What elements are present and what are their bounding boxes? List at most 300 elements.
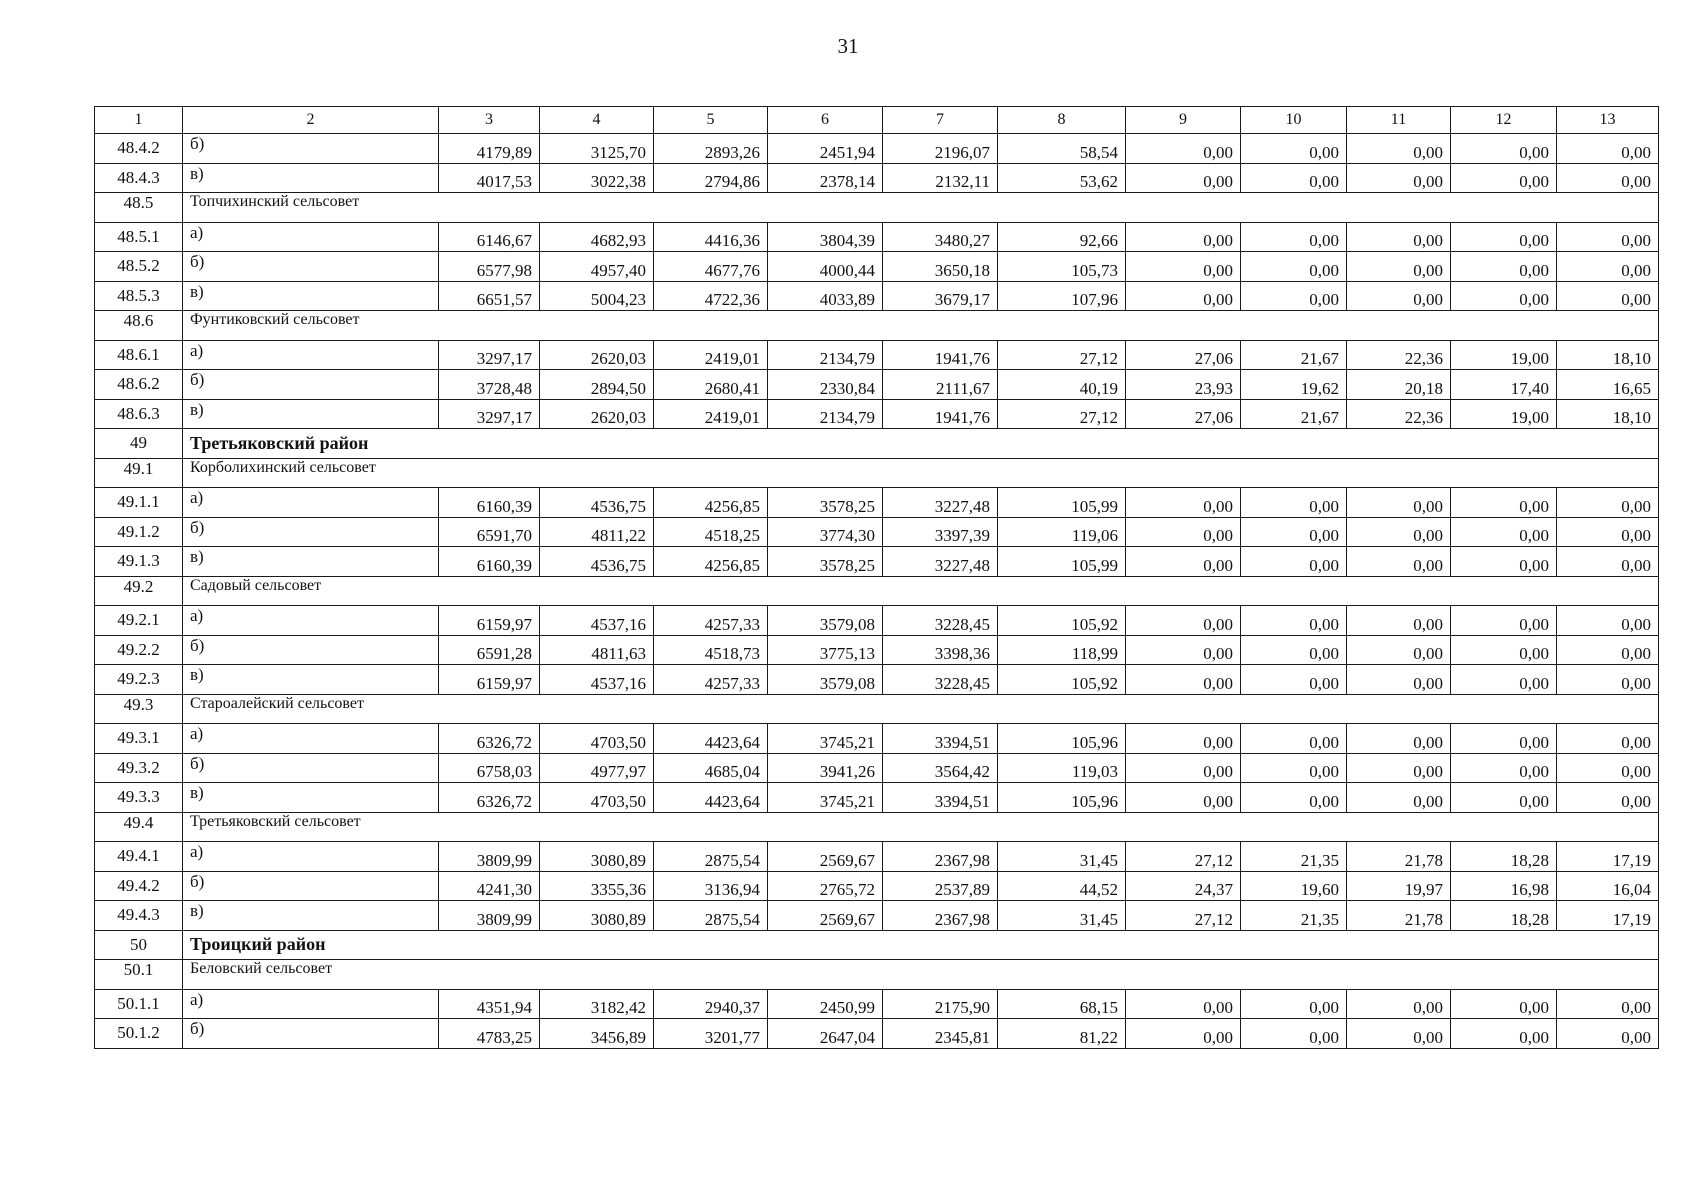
value-cell: 21,35 [1241, 901, 1347, 931]
value-cell: 18,10 [1557, 340, 1659, 370]
value-cell: 5004,23 [540, 281, 654, 311]
value-cell: 0,00 [1126, 989, 1241, 1019]
row-code: 49.3 [95, 694, 183, 724]
value-cell: 0,00 [1241, 547, 1347, 577]
row-code: 50.1 [95, 960, 183, 990]
value-cell: 58,54 [998, 134, 1126, 164]
value-cell: 3297,17 [439, 340, 540, 370]
row-variant: а) [183, 724, 439, 754]
value-cell: 3579,08 [768, 606, 883, 636]
value-cell: 4257,33 [654, 665, 768, 695]
row-variant: б) [183, 753, 439, 783]
value-cell: 0,00 [1451, 606, 1557, 636]
value-cell: 0,00 [1347, 989, 1451, 1019]
table-row [95, 989, 1659, 1019]
value-cell: 0,00 [1126, 547, 1241, 577]
value-cell: 4703,50 [540, 783, 654, 813]
value-cell: 2765,72 [768, 871, 883, 901]
value-cell: 2893,26 [654, 134, 768, 164]
row-variant: в) [183, 281, 439, 311]
value-cell: 0,00 [1241, 488, 1347, 518]
value-cell: 4179,89 [439, 134, 540, 164]
value-cell: 118,99 [998, 635, 1126, 665]
value-cell: 3228,45 [883, 606, 998, 636]
value-cell: 4423,64 [654, 724, 768, 754]
value-cell: 2875,54 [654, 842, 768, 872]
value-cell: 68,15 [998, 989, 1126, 1019]
value-cell: 0,00 [1451, 753, 1557, 783]
value-cell: 2419,01 [654, 399, 768, 429]
column-number-cell: 12 [1451, 107, 1557, 134]
value-cell: 0,00 [1347, 163, 1451, 193]
value-cell: 0,00 [1557, 547, 1659, 577]
value-cell: 105,96 [998, 783, 1126, 813]
value-cell: 0,00 [1451, 488, 1557, 518]
row-code: 49.1.1 [95, 488, 183, 518]
column-number-cell: 7 [883, 107, 998, 134]
value-cell: 0,00 [1557, 783, 1659, 813]
value-cell: 0,00 [1241, 665, 1347, 695]
settlement-title: Топчихинский сельсовет [183, 193, 1659, 223]
row-code: 49.3.2 [95, 753, 183, 783]
value-cell: 31,45 [998, 842, 1126, 872]
value-cell: 0,00 [1126, 724, 1241, 754]
row-code: 48.6 [95, 311, 183, 341]
table-row [95, 842, 1659, 872]
row-variant: в) [183, 665, 439, 695]
table-row [95, 252, 1659, 282]
row-code: 49.3.1 [95, 724, 183, 754]
value-cell: 0,00 [1347, 222, 1451, 252]
row-code: 48.5.2 [95, 252, 183, 282]
value-cell: 0,00 [1241, 222, 1347, 252]
value-cell: 0,00 [1347, 547, 1451, 577]
column-number-cell: 1 [95, 107, 183, 134]
value-cell: 17,19 [1557, 842, 1659, 872]
value-cell: 0,00 [1451, 1019, 1557, 1049]
row-code: 48.4.2 [95, 134, 183, 164]
value-cell: 16,65 [1557, 370, 1659, 400]
value-cell: 119,06 [998, 517, 1126, 547]
value-cell: 0,00 [1347, 724, 1451, 754]
value-cell: 31,45 [998, 901, 1126, 931]
column-number-cell: 2 [183, 107, 439, 134]
value-cell: 0,00 [1557, 517, 1659, 547]
value-cell: 23,93 [1126, 370, 1241, 400]
value-cell: 0,00 [1126, 753, 1241, 783]
table-row [95, 399, 1659, 429]
value-cell: 0,00 [1126, 488, 1241, 518]
value-cell: 18,10 [1557, 399, 1659, 429]
settlement-title: Садовый сельсовет [183, 576, 1659, 606]
value-cell: 6591,28 [439, 635, 540, 665]
value-cell: 6591,70 [439, 517, 540, 547]
value-cell: 2794,86 [654, 163, 768, 193]
settlement-header-row [95, 576, 1659, 606]
table-row [95, 517, 1659, 547]
value-cell: 4537,16 [540, 606, 654, 636]
value-cell: 4423,64 [654, 783, 768, 813]
value-cell: 0,00 [1557, 989, 1659, 1019]
value-cell: 105,73 [998, 252, 1126, 282]
value-cell: 0,00 [1126, 606, 1241, 636]
row-variant: в) [183, 163, 439, 193]
table-row [95, 783, 1659, 813]
value-cell: 19,97 [1347, 871, 1451, 901]
value-cell: 3227,48 [883, 547, 998, 577]
value-cell: 0,00 [1347, 134, 1451, 164]
value-cell: 3456,89 [540, 1019, 654, 1049]
value-cell: 6758,03 [439, 753, 540, 783]
value-cell: 0,00 [1557, 252, 1659, 282]
value-cell: 0,00 [1126, 252, 1241, 282]
column-number-cell: 10 [1241, 107, 1347, 134]
value-cell: 0,00 [1557, 665, 1659, 695]
value-cell: 53,62 [998, 163, 1126, 193]
value-cell: 4256,85 [654, 488, 768, 518]
value-cell: 2134,79 [768, 340, 883, 370]
value-cell: 0,00 [1451, 989, 1557, 1019]
value-cell: 0,00 [1126, 665, 1241, 695]
value-cell: 0,00 [1241, 1019, 1347, 1049]
value-cell: 16,98 [1451, 871, 1557, 901]
table-row [95, 281, 1659, 311]
value-cell: 0,00 [1451, 281, 1557, 311]
value-cell: 4536,75 [540, 488, 654, 518]
page-number: 31 [837, 34, 859, 58]
value-cell: 3745,21 [768, 724, 883, 754]
table-row [95, 753, 1659, 783]
value-cell: 22,36 [1347, 340, 1451, 370]
value-cell: 0,00 [1451, 222, 1557, 252]
table-row [95, 547, 1659, 577]
value-cell: 4722,36 [654, 281, 768, 311]
table-row [95, 222, 1659, 252]
row-code: 49.3.3 [95, 783, 183, 813]
value-cell: 3728,48 [439, 370, 540, 400]
value-cell: 19,00 [1451, 399, 1557, 429]
table-row [95, 871, 1659, 901]
value-cell: 3745,21 [768, 783, 883, 813]
row-code: 48.5.1 [95, 222, 183, 252]
row-code: 49.1 [95, 458, 183, 488]
value-cell: 2450,99 [768, 989, 883, 1019]
value-cell: 4518,25 [654, 517, 768, 547]
value-cell: 2111,67 [883, 370, 998, 400]
value-cell: 0,00 [1557, 724, 1659, 754]
value-cell: 0,00 [1241, 252, 1347, 282]
value-cell: 105,99 [998, 488, 1126, 518]
value-cell: 1941,76 [883, 340, 998, 370]
value-cell: 3941,26 [768, 753, 883, 783]
table-row [95, 488, 1659, 518]
value-cell: 6146,67 [439, 222, 540, 252]
value-cell: 4677,76 [654, 252, 768, 282]
value-cell: 105,96 [998, 724, 1126, 754]
value-cell: 3227,48 [883, 488, 998, 518]
row-code: 50 [95, 930, 183, 960]
value-cell: 2940,37 [654, 989, 768, 1019]
value-cell: 3578,25 [768, 547, 883, 577]
value-cell: 105,99 [998, 547, 1126, 577]
value-cell: 6160,39 [439, 547, 540, 577]
value-cell: 2451,94 [768, 134, 883, 164]
value-cell: 0,00 [1241, 753, 1347, 783]
value-cell: 0,00 [1557, 488, 1659, 518]
value-cell: 0,00 [1241, 606, 1347, 636]
row-variant: а) [183, 606, 439, 636]
value-cell: 3022,38 [540, 163, 654, 193]
value-cell: 19,62 [1241, 370, 1347, 400]
value-cell: 4017,53 [439, 163, 540, 193]
value-cell: 107,96 [998, 281, 1126, 311]
row-variant: а) [183, 488, 439, 518]
value-cell: 0,00 [1557, 1019, 1659, 1049]
column-number-cell: 5 [654, 107, 768, 134]
value-cell: 0,00 [1451, 134, 1557, 164]
value-cell: 0,00 [1126, 281, 1241, 311]
value-cell: 6160,39 [439, 488, 540, 518]
row-variant: б) [183, 134, 439, 164]
value-cell: 21,78 [1347, 901, 1451, 931]
column-number-cell: 9 [1126, 107, 1241, 134]
value-cell: 4957,40 [540, 252, 654, 282]
value-cell: 6326,72 [439, 724, 540, 754]
value-cell: 2132,11 [883, 163, 998, 193]
value-cell: 19,00 [1451, 340, 1557, 370]
value-cell: 0,00 [1347, 252, 1451, 282]
value-cell: 3080,89 [540, 842, 654, 872]
value-cell: 3201,77 [654, 1019, 768, 1049]
value-cell: 6577,98 [439, 252, 540, 282]
value-cell: 0,00 [1347, 488, 1451, 518]
value-cell: 0,00 [1241, 989, 1347, 1019]
value-cell: 0,00 [1451, 252, 1557, 282]
settlement-title: Беловский сельсовет [183, 960, 1659, 990]
value-cell: 4416,36 [654, 222, 768, 252]
value-cell: 0,00 [1451, 783, 1557, 813]
value-cell: 0,00 [1557, 753, 1659, 783]
value-cell: 3394,51 [883, 783, 998, 813]
value-cell: 0,00 [1126, 635, 1241, 665]
value-cell: 0,00 [1347, 665, 1451, 695]
settlement-title: Фунтиковский сельсовет [183, 311, 1659, 341]
value-cell: 0,00 [1347, 635, 1451, 665]
value-cell: 0,00 [1347, 783, 1451, 813]
column-number-cell: 11 [1347, 107, 1451, 134]
value-cell: 2134,79 [768, 399, 883, 429]
row-variant: в) [183, 547, 439, 577]
column-number-cell: 8 [998, 107, 1126, 134]
value-cell: 3679,17 [883, 281, 998, 311]
value-cell: 0,00 [1241, 163, 1347, 193]
value-cell: 4033,89 [768, 281, 883, 311]
value-cell: 3136,94 [654, 871, 768, 901]
value-cell: 3355,36 [540, 871, 654, 901]
value-cell: 27,12 [998, 340, 1126, 370]
settlement-header-row [95, 458, 1659, 488]
value-cell: 0,00 [1241, 517, 1347, 547]
value-cell: 17,40 [1451, 370, 1557, 400]
settlement-header-row [95, 193, 1659, 223]
value-cell: 0,00 [1451, 547, 1557, 577]
value-cell: 0,00 [1557, 222, 1659, 252]
value-cell: 2196,07 [883, 134, 998, 164]
value-cell: 3564,42 [883, 753, 998, 783]
value-cell: 119,03 [998, 753, 1126, 783]
row-code: 48.4.3 [95, 163, 183, 193]
value-cell: 22,36 [1347, 399, 1451, 429]
row-code: 48.5.3 [95, 281, 183, 311]
column-number-cell: 4 [540, 107, 654, 134]
settlement-title: Третьяковский сельсовет [183, 812, 1659, 842]
value-cell: 3080,89 [540, 901, 654, 931]
row-variant: а) [183, 222, 439, 252]
value-cell: 3397,39 [883, 517, 998, 547]
value-cell: 0,00 [1241, 134, 1347, 164]
value-cell: 21,78 [1347, 842, 1451, 872]
value-cell: 2175,90 [883, 989, 998, 1019]
table-row [95, 340, 1659, 370]
row-code: 48.6.3 [95, 399, 183, 429]
value-cell: 0,00 [1451, 517, 1557, 547]
value-cell: 3182,42 [540, 989, 654, 1019]
settlement-title: Староалейский сельсовет [183, 694, 1659, 724]
value-cell: 27,12 [1126, 842, 1241, 872]
table-row [95, 665, 1659, 695]
value-cell: 40,19 [998, 370, 1126, 400]
value-cell: 3809,99 [439, 842, 540, 872]
value-cell: 27,06 [1126, 340, 1241, 370]
row-code: 49.2.3 [95, 665, 183, 695]
column-number-cell: 3 [439, 107, 540, 134]
value-cell: 3579,08 [768, 665, 883, 695]
value-cell: 18,28 [1451, 842, 1557, 872]
table-row [95, 901, 1659, 931]
value-cell: 6159,97 [439, 665, 540, 695]
value-cell: 21,35 [1241, 842, 1347, 872]
row-code: 49.2.1 [95, 606, 183, 636]
value-cell: 2419,01 [654, 340, 768, 370]
value-cell: 2620,03 [540, 340, 654, 370]
row-code: 49.1.3 [95, 547, 183, 577]
value-cell: 21,67 [1241, 340, 1347, 370]
row-code: 49.2 [95, 576, 183, 606]
value-cell: 1941,76 [883, 399, 998, 429]
district-header-row [95, 429, 1659, 459]
value-cell: 0,00 [1126, 134, 1241, 164]
value-cell: 27,12 [998, 399, 1126, 429]
district-header-row [95, 930, 1659, 960]
value-cell: 0,00 [1557, 281, 1659, 311]
value-cell: 2378,14 [768, 163, 883, 193]
value-cell: 2894,50 [540, 370, 654, 400]
value-cell: 27,06 [1126, 399, 1241, 429]
row-code: 49.4.2 [95, 871, 183, 901]
value-cell: 4536,75 [540, 547, 654, 577]
settlement-header-row [95, 694, 1659, 724]
value-cell: 4682,93 [540, 222, 654, 252]
value-cell: 3480,27 [883, 222, 998, 252]
value-cell: 0,00 [1241, 635, 1347, 665]
value-cell: 4537,16 [540, 665, 654, 695]
value-cell: 16,04 [1557, 871, 1659, 901]
value-cell: 0,00 [1451, 665, 1557, 695]
value-cell: 2367,98 [883, 901, 998, 931]
row-variant: в) [183, 399, 439, 429]
value-cell: 3775,13 [768, 635, 883, 665]
district-title: Троицкий район [183, 930, 1659, 960]
value-cell: 105,92 [998, 606, 1126, 636]
value-cell: 2330,84 [768, 370, 883, 400]
value-cell: 0,00 [1347, 753, 1451, 783]
settlement-header-row [95, 812, 1659, 842]
value-cell: 81,22 [998, 1019, 1126, 1049]
value-cell: 3228,45 [883, 665, 998, 695]
value-cell: 6159,97 [439, 606, 540, 636]
row-code: 50.1.1 [95, 989, 183, 1019]
value-cell: 4351,94 [439, 989, 540, 1019]
value-cell: 0,00 [1126, 783, 1241, 813]
value-cell: 0,00 [1347, 517, 1451, 547]
settlement-header-row [95, 311, 1659, 341]
value-cell: 3809,99 [439, 901, 540, 931]
value-cell: 4257,33 [654, 606, 768, 636]
value-cell: 2569,67 [768, 901, 883, 931]
value-cell: 0,00 [1241, 783, 1347, 813]
value-cell: 3774,30 [768, 517, 883, 547]
row-variant: б) [183, 517, 439, 547]
value-cell: 2680,41 [654, 370, 768, 400]
row-variant: б) [183, 871, 439, 901]
row-variant: а) [183, 989, 439, 1019]
value-cell: 21,67 [1241, 399, 1347, 429]
row-code: 49.2.2 [95, 635, 183, 665]
row-code: 49 [95, 429, 183, 459]
value-cell: 2875,54 [654, 901, 768, 931]
value-cell: 17,19 [1557, 901, 1659, 931]
table-row [95, 370, 1659, 400]
row-variant: б) [183, 635, 439, 665]
value-cell: 4241,30 [439, 871, 540, 901]
table-row [95, 163, 1659, 193]
value-cell: 0,00 [1347, 281, 1451, 311]
value-cell: 6326,72 [439, 783, 540, 813]
value-cell: 44,52 [998, 871, 1126, 901]
value-cell: 0,00 [1347, 1019, 1451, 1049]
value-cell: 0,00 [1241, 724, 1347, 754]
settlement-title: Корболихинский сельсовет [183, 458, 1659, 488]
value-cell: 27,12 [1126, 901, 1241, 931]
value-cell: 0,00 [1557, 163, 1659, 193]
value-cell: 105,92 [998, 665, 1126, 695]
row-variant: б) [183, 1019, 439, 1049]
value-cell: 24,37 [1126, 871, 1241, 901]
value-cell: 20,18 [1347, 370, 1451, 400]
row-code: 49.4.1 [95, 842, 183, 872]
value-cell: 4256,85 [654, 547, 768, 577]
value-cell: 4783,25 [439, 1019, 540, 1049]
column-number-cell: 6 [768, 107, 883, 134]
row-code: 49.1.2 [95, 517, 183, 547]
row-code: 49.4.3 [95, 901, 183, 931]
value-cell: 18,28 [1451, 901, 1557, 931]
value-cell: 4811,22 [540, 517, 654, 547]
value-cell: 0,00 [1557, 635, 1659, 665]
value-cell: 2569,67 [768, 842, 883, 872]
value-cell: 4977,97 [540, 753, 654, 783]
value-cell: 0,00 [1126, 222, 1241, 252]
